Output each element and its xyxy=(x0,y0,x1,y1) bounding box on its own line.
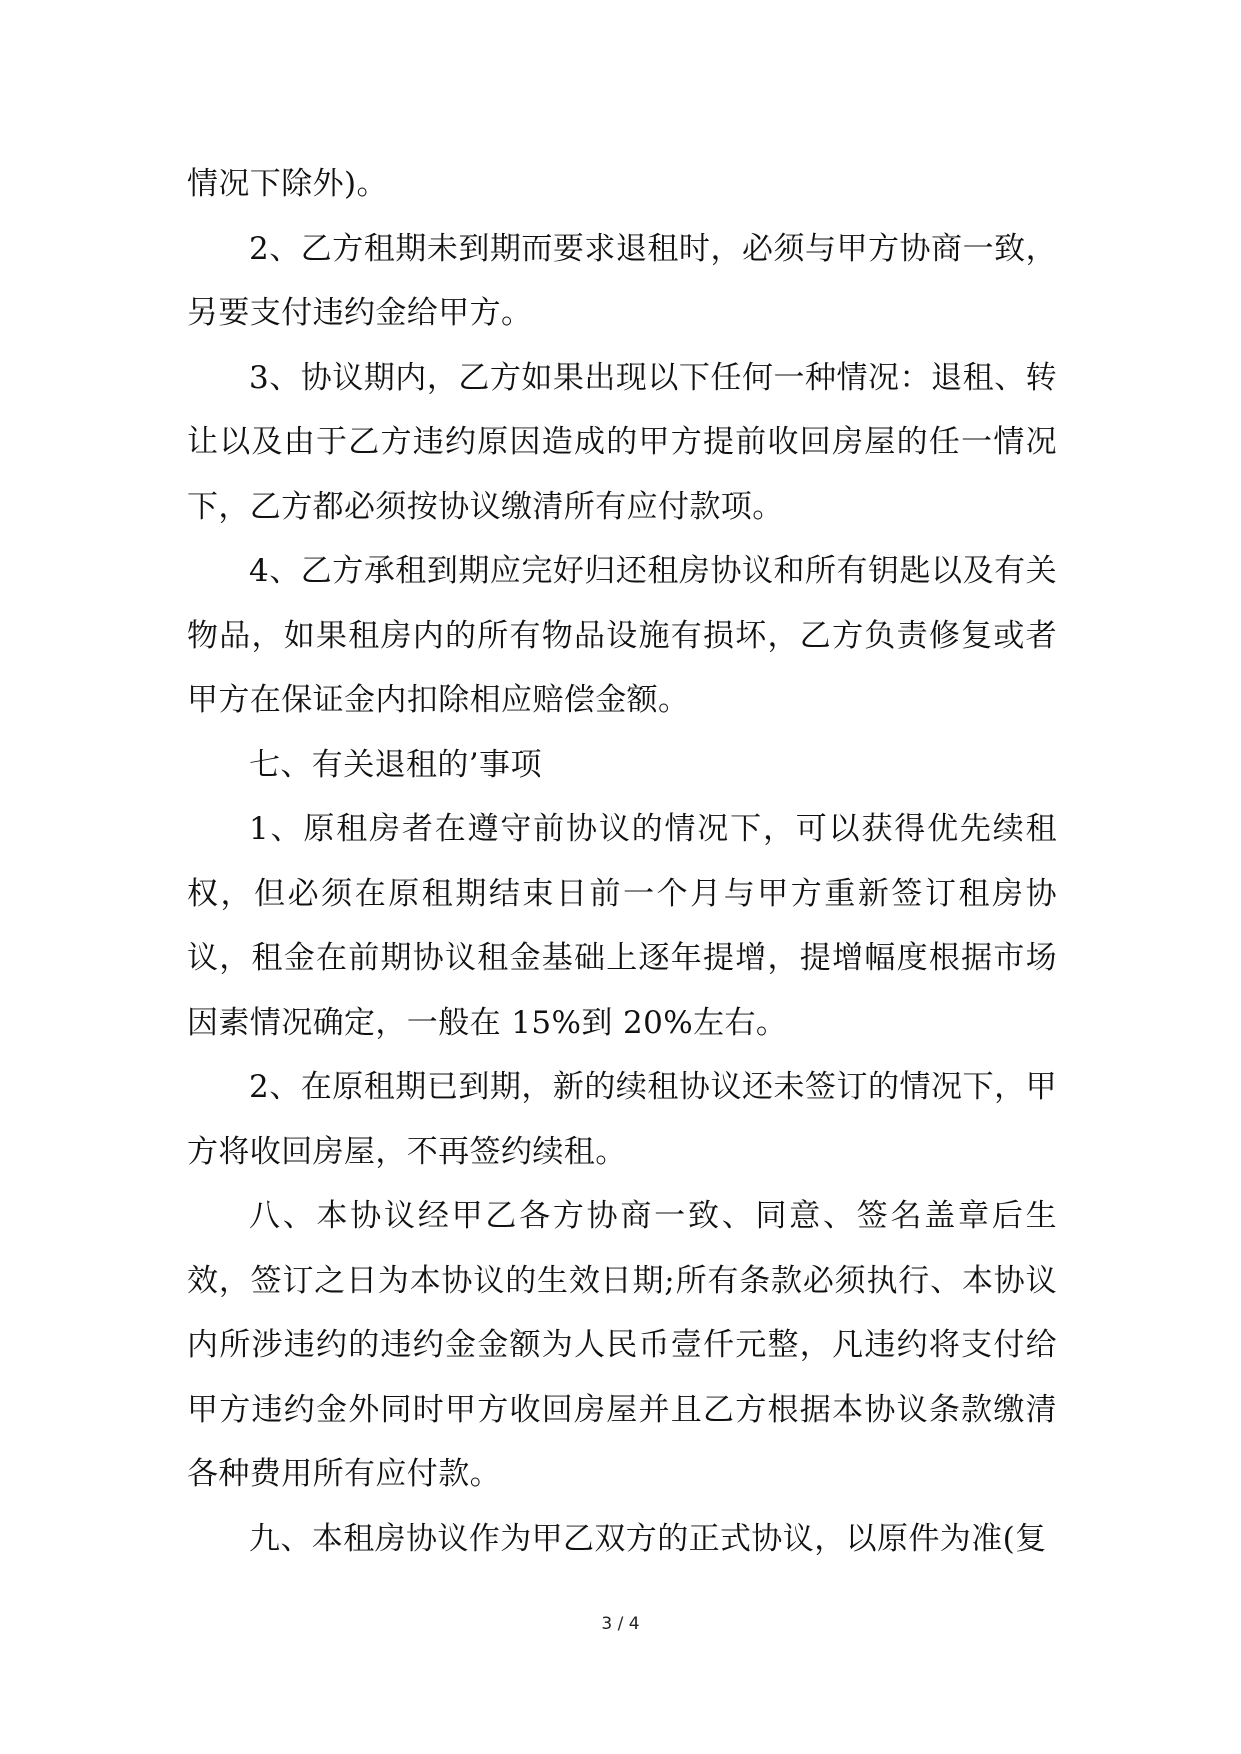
document-body xyxy=(187,152,1057,1571)
paragraph-section-9: 九、本租房协议作为甲乙双方的正式协议，以原件为准(复 xyxy=(249,1520,1047,1557)
paragraph-7-clause-1: 1、原租房者在遵守前协议的情况下，可以获得优先续租权，但必须在原租期结束日前一个月与甲方重新签订租房协议，租金在前期协议租金基础上逐年提增，提增幅度根据市场因素情况确定，一般在 15%到 20%左右。 xyxy=(187,811,1057,1041)
paragraph-clause-3: 3、协议期内，乙方如果出现以下任何一种情况：退租、转让以及由于乙方违约原因造成的甲方提前收回房屋的任一情况下，乙方都必须按协议缴清所有应付款项。 xyxy=(187,359,1057,525)
section-heading-7: 七、有关退租的’事项 xyxy=(249,746,542,783)
paragraph-continuation: 情况下除外)。 xyxy=(187,166,388,202)
paragraph-clause-2: 2、乙方租期未到期而要求退租时，必须与甲方协商一致，另要支付违约金给甲方。 xyxy=(187,230,1057,331)
page-number: 3 / 4 xyxy=(601,1614,640,1634)
paragraph-clause-4: 4、乙方承租到期应完好归还租房协议和所有钥匙以及有关物品，如果租房内的所有物品设施有损坏，乙方负责修复或者甲方在保证金内扣除相应赔偿金额。 xyxy=(187,553,1057,718)
paragraph-7-clause-2: 2、在原租期已到期，新的续租协议还未签订的情况下，甲方将收回房屋，不再签约续租。 xyxy=(187,1069,1057,1170)
paragraph-section-8: 八、本协议经甲乙各方协商一致、同意、签名盖章后生效，签订之日为本协议的生效日期;所有条款必须执行、本协议内所涉违约的违约金金额为人民币壹仟元整，凡违约将支付给甲方违约金外同时甲方收回房屋并且乙方根据本协议条款缴清各种费用所有应付款。 xyxy=(187,1198,1057,1492)
